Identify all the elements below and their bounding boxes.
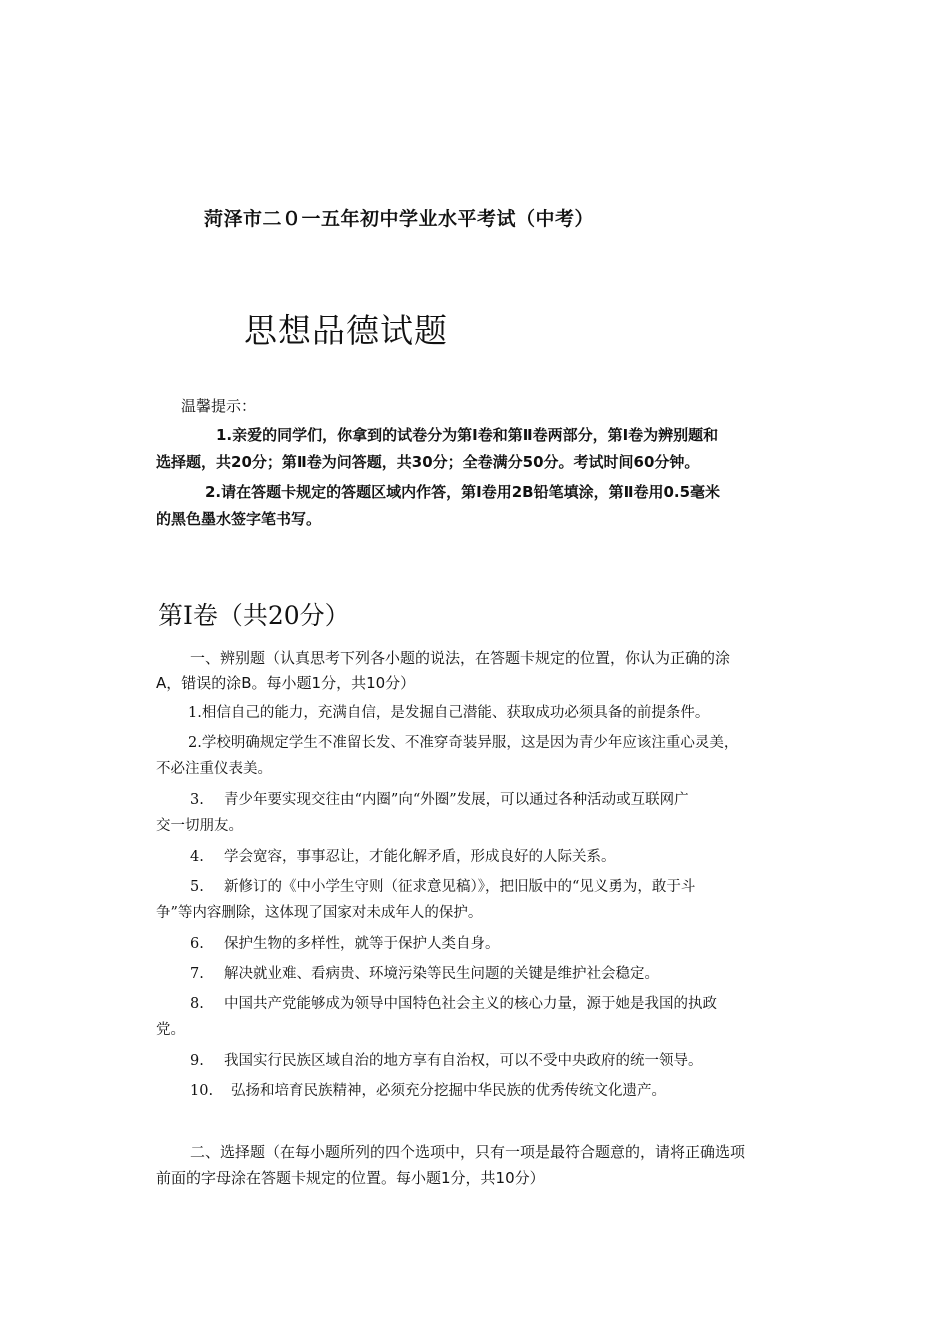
judgment-item-10-number: 10.: [190, 1083, 214, 1099]
judgment-item-8-line-1: 中国共产党能够成为领导中国特色社会主义的核心力量，源于她是我国的执政: [224, 996, 717, 1012]
judgment-intro-line-1: 一、辨别题（认真思考下列各小题的说法，在答题卡规定的位置，你认为正确的涂: [190, 649, 731, 667]
judgment-item-3-line-2: 交一切朋友。: [156, 818, 243, 834]
judgment-item-5-line-1: 新修订的《中小学生守则（征求意见稿）》，把旧版中的“见义勇为，敢于斗: [224, 879, 696, 895]
judgment-item-3-line-1: 青少年要实现交往由“内圈”向“外圈”发展，可以通过各种活动或互联网广: [224, 792, 689, 808]
choice-intro-line-1: 二、选择题（在每小题所列的四个选项中，只有一项是最符合题意的，请将正确选项: [190, 1143, 746, 1161]
tips-label: 温馨提示：: [181, 397, 257, 415]
judgment-item-4-number: 4.: [190, 849, 204, 865]
judgment-item-6-line-1: 保护生物的多样性，就等于保护人类自身。: [224, 936, 500, 952]
judgment-item-7-line-1: 解决就业难、看病贵、环境污染等民生问题的关键是维护社会稳定。: [224, 966, 659, 982]
judgment-item-5-line-2: 争”等内容删除，这体现了国家对未成年人的保护。: [156, 905, 483, 921]
tip-1-line-1: 1.亲爱的同学们，你拿到的试卷分为第Ⅰ卷和第Ⅱ卷两部分，第Ⅰ卷为辨别题和: [216, 426, 719, 444]
tip-2-line-1: 2.请在答题卡规定的答题区域内作答，第Ⅰ卷用2B铅笔填涂，第Ⅱ卷用0.5毫米: [205, 483, 721, 501]
part1-heading: 第Ⅰ卷（共20分）: [158, 601, 350, 630]
judgment-item-9-number: 9.: [190, 1053, 204, 1069]
judgment-item-9-line-1: 我国实行民族区域自治的地方享有自治权，可以不受中央政府的统一领导。: [224, 1053, 703, 1069]
judgment-intro-line-2: A，错误的涂B。每小题1分，共10分）: [156, 674, 416, 692]
judgment-item-7-number: 7.: [190, 966, 204, 982]
subject-title: 思想品德试题: [244, 311, 448, 350]
judgment-item-5-number: 5.: [190, 879, 204, 895]
judgment-item-2-line-1: 2.学校明确规定学生不准留长发、不准穿奇装异服，这是因为青少年应该注重心灵美，: [188, 735, 739, 751]
judgment-item-6-number: 6.: [190, 936, 204, 952]
choice-intro-line-2: 前面的字母涂在答题卡规定的位置。每小题1分，共10分）: [156, 1169, 545, 1187]
judgment-item-4-line-1: 学会宽容，事事忍让，才能化解矛盾，形成良好的人际关系。: [224, 849, 616, 865]
exam-title: 菏泽市二０一五年初中学业水平考试（中考）: [204, 208, 595, 230]
judgment-item-3-number: 3.: [190, 792, 204, 808]
tip-2-line-2: 的黑色墨水签字笔书写。: [156, 510, 322, 528]
judgment-item-2-line-2: 不必注重仪表美。: [156, 761, 272, 777]
judgment-item-8-line-2: 党。: [156, 1022, 185, 1038]
judgment-item-10-line-1: 弘扬和培育民族精神，必须充分挖掘中华民族的优秀传统文化遗产。: [231, 1083, 666, 1099]
tip-1-line-2: 选择题，共20分；第Ⅱ卷为问答题，共30分；全卷满分50分。考试时间60分钟。: [156, 453, 700, 471]
judgment-item-8-number: 8.: [190, 996, 204, 1012]
judgment-item-1: 1.相信自己的能力，充满自信，是发掘自己潜能、获取成功必须具备的前提条件。: [188, 705, 710, 721]
